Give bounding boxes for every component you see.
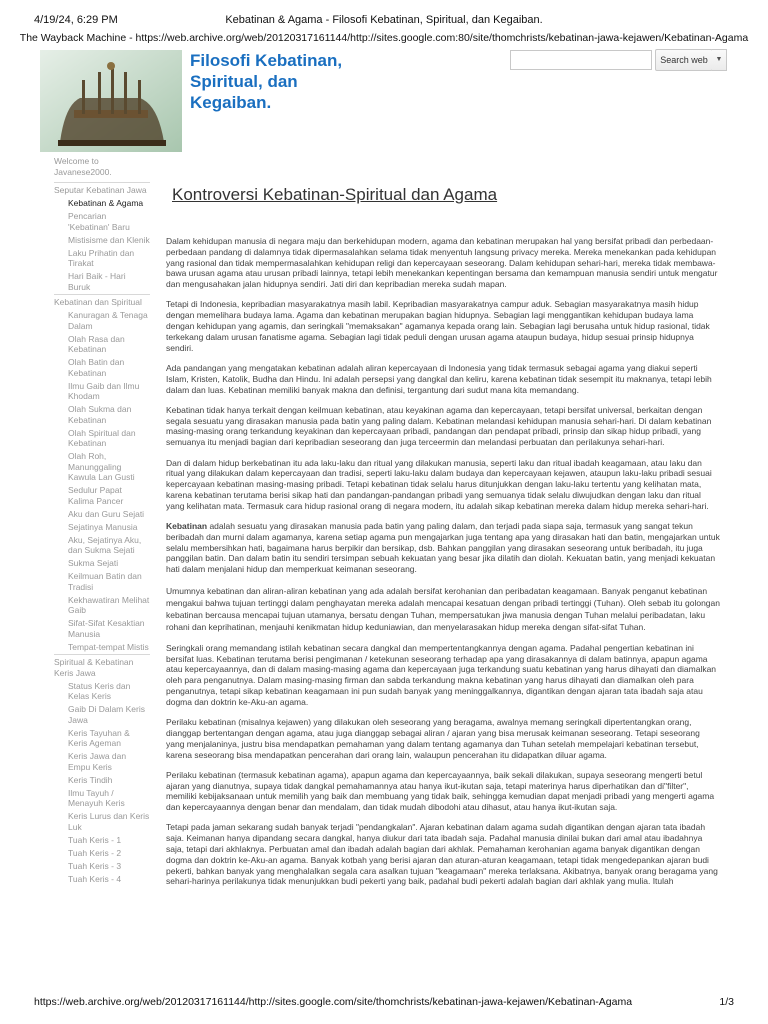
sidebar-welcome-link[interactable]: Welcome to Javanese2000.	[54, 156, 112, 177]
site-logo-image[interactable]	[40, 50, 182, 152]
wayback-url-bar: The Wayback Machine - https://web.archive.org/web/20120317161144/http://sites.google.com:80/site/thomchrists/kebatinan-jawa-kejawen/Kebatinan-Agama	[19, 32, 749, 44]
article-paragraph: Perilaku kebatinan (misalnya kejawen) yang dilakukan oleh seseorang yang beragama, awalnya memang seringkali dipertentangkan orang, dianggap bertentangan dengan agama, atau juga dianggap sebagai aliran / ajaran yang bisa merusak keimanan seseorang. Tetapi seseorang yang menjalaninya, justru bisa mendapatkan pemahaman yang dalam tentang agamanya dan Tuhan setelah mempelajari kebatinan tersebut, karena seseorang bisa mendapatkan pencerahan dari orang lain, walaupun pencerahan itu didapatkan diluar agama.	[166, 717, 700, 760]
bold-term-kebatinan: Kebatinan	[166, 521, 208, 532]
article-paragraph: Seringkali orang memandang istilah kebatinan secara dangkal dan mempertentangkannya dengan agama. Padahal pengertian kebatinan ini bersifat luas. Kebatinan terutama berisi pengimanan / ketekunan seseorang terhadap apa yang dirasakannya di dalam batinnya, apapun agama atau kepercayaannya, dan di dalam masing-masing agama dan kepercayaan juga terkandung suatu kebatinan yang harus dihayati dan diamalkan oleh para penganutnya. Dalam masing-masing firman dan sabda terkandung makna kebatinan yang harus dihayati dan diamalkan oleh para penganutnya, tetapi sikap kebatinan keagamaan ini pun sudah banyak yang meninggalkannya, digantikan dengan ajaran tata ibadah saja atau dogma dan doktrin ke-Aku-an agama.	[166, 642, 717, 707]
print-document-title: Kebatinan & Agama - Filosofi Kebatinan, Spiritual, dan Kegaiban.	[225, 14, 543, 26]
sidebar-item[interactable]: Keilmuan Batin dan Tradisi	[68, 571, 142, 592]
sidebar-item[interactable]: Olah Sukma dan Kebatinan	[68, 404, 132, 425]
site-title-line-3: Kegaiban.	[190, 93, 272, 112]
sidebar-item[interactable]: Keris Tindih	[68, 774, 113, 785]
print-footer	[0, 996, 768, 1010]
sidebar-item[interactable]: Pencarian 'Kebatinan' Baru	[68, 211, 130, 232]
sidebar-item[interactable]: Aku dan Guru Sejati	[68, 508, 145, 519]
sidebar-item[interactable]: Olah Roh, Manunggaling Kawula Lan Gusti	[68, 451, 135, 482]
sidebar-item[interactable]: Tuah Keris - 4	[68, 873, 122, 884]
article-paragraph: Umumnya kebatinan dan aliran-aliran kebatinan yang ada adalah bersifat kerohanian dan peribadatan keagamaan. Banyak penganut kebatinan mengakui bahwa tujuan tertinggi dalam penghayatan mereka adalah mencapai kesatuan dengan pribadi tertinggi (Tuhan). Oleh sebab itu golongan kebatinan bercausa mencapai tujuan utamanya, bersatu dengan Tuhan, mempersatukan jiwa manusia dengan Tuhan melalui peribadatan, laku rohani dan keprihatinan, menjauhi kenikmatan hidup keduniawian, dan menyelarasakan hidup mereka dengan sifat-sifat Tuhan.	[166, 585, 720, 633]
sidebar-item[interactable]: Sedulur Papat Kalima Pancer	[68, 485, 124, 506]
paragraph-text: adalah sesuatu yang dirasakan manusia pada batin yang paling dalam, dan terjadi pada siapa saja, termasuk yang sangat tekun beribadah dan murni dalam agamanya, karena setiap agama pun mengajarkan juga tentang apa yang dirasakan hati dan batin, mengajarkan untuk selalu membersihkan hati, bagaimana harus berpikir dan bersikap, dsb. Bahkan panggilan yang dirasakan seseorang untuk beribadah, itu juga panggilan batin. Dan dalam batin itu sendiri tersimpan sebuah kekuatan yang besar jika dilatih dan diolah. Kekuatan batin, yang menjadi kekuatan hati dalam menjalani hidup dan memperkuat keimanan seseorang.	[166, 521, 720, 575]
sidebar-section-kebatinan-dan-spiritual[interactable]: Kebatinan dan Spiritual	[54, 294, 150, 308]
sidebar-item[interactable]: Gaib Di Dalam Keris Jawa	[68, 704, 145, 725]
sidebar-item[interactable]: Sukma Sejati	[68, 558, 119, 568]
sidebar-item[interactable]: Kanuragan & Tenaga Dalam	[68, 310, 148, 331]
article-paragraph: Perilaku kebatinan (termasuk kebatinan agama), apapun agama dan kepercayaannya, baik sekali dilakukan, supaya seseorang mengerti betul ajaran yang dianutnya, supaya tidak dangkal pemahamannya atau hanya ikut-ikutan saja, tetapi materinya harus diperhatikan dan di"filter", memiliki kebijaksanaan untuk memilih yang baik dan membuang yang tidak baik, sehingga kemudian dapat menjadi pribadi yang mengerti agama dan kepercayaannya dengan benar dan mendalam, dan tidak mudah dibodohi atau dihasut, atau hanya ikut-ikutan saja.	[166, 769, 715, 813]
chevron-down-icon[interactable]: ▼	[712, 49, 727, 71]
search-web-button[interactable]: Search web	[655, 49, 713, 71]
keris-display-illustration	[40, 50, 182, 152]
article-paragraph	[166, 521, 720, 575]
sidebar-navigation	[54, 156, 150, 884]
sidebar-item[interactable]: Ilmu Tayuh / Menayuh Keris	[68, 787, 125, 808]
sidebar-item[interactable]: Keris Tayuhan & Keris Ageman	[68, 727, 130, 748]
sidebar-item[interactable]: Sejatinya Manusia	[68, 521, 138, 532]
article-paragraph: Dalam kehidupan manusia di negara maju dan berkehidupan modern, agama dan kebatinan merupakan hal yang bersifat pribadi dan perbedaan-perbedaan pandang di dalamnya tidak dipermasalahkan selama tidak menyentuh langsung privacy mereka. Mereka menekankan pada kehidupan yang rasional dan tidak mempermasalahkan kehidupan religi dan kepercayaan seseorang. Dalam kehidupan sehari-hari, mereka tidak membawa-bawa urusan agama atau urusan pribadi lainnya, tetapi lebih menekankan kepentingan bersama dan kemampuan manusia sendiri untuk mengatur dan mengusahakan jalan hidupnya sendiri. Jati diri dan kepribadian mereka sudah mapan.	[166, 236, 718, 290]
sidebar-item[interactable]: Aku, Sejatinya Aku, dan Sukma Sejati	[68, 534, 142, 555]
article-paragraph: Tetapi di Indonesia, kepribadian masyarakatnya masih labil. Kepribadian masyarakatnya campur aduk. Sebagian masyarakatnya masih hidup dengan memelihara budaya lama. Agama dan kebatinan merupakan bagian hidupnya. Sebagian lagi menggantikan kehidupan budaya lama dengan kehidupan yang agamis, dan seringkali "memaksakan" agamanya kepada orang lain. Sebagian lagi berusaha untuk hidup rasional, tidak terkekang dalam urusan fanatisme agama. Sebagian lagi tidak peduli dengan urusan agama ataupun budaya, hidup sesuai prinsip hidupnya sendiri.	[166, 299, 710, 353]
print-footer-url: https://web.archive.org/web/20120317161144/http://sites.google.com/site/thomchrists/kebatinan-jawa-kejawen/Kebatinan-Agama	[34, 996, 633, 1008]
article-body	[166, 236, 720, 897]
site-title-line-2: Spiritual, dan	[190, 72, 298, 91]
sidebar-item[interactable]: Mistisisme dan Klenik	[68, 234, 150, 245]
sidebar-item[interactable]: Laku Prihatin dan Tirakat	[68, 247, 135, 268]
page-title: Kontroversi Kebatinan-Spiritual dan Agama	[172, 185, 498, 204]
search-input[interactable]	[510, 50, 652, 70]
sidebar-item[interactable]: Olah Batin dan Kebatinan	[68, 357, 125, 378]
sidebar-item[interactable]: Tuah Keris - 1	[68, 834, 122, 845]
article-paragraph: Ada pandangan yang mengatakan kebatinan adalah aliran kepercayaan di Indonesia yang tidak termasuk sebagai agama yang diakui seperti Islam, Kristen, Katolik, Budha dan Hindu. Ini adalah persepsi yang dangkal dan keliru, karena kebatinan tidak sesempit itu maknanya, tetapi lebih dalam dan luas. Kebatinan memiliki banyak makna dan definisi, tergantung dari sudut mana kita memandang.	[166, 362, 712, 395]
sidebar-item[interactable]: Ilmu Gaib dan Ilmu Khodam	[68, 380, 140, 401]
sidebar-item[interactable]: Keris Lurus dan Keris Luk	[68, 811, 150, 832]
sidebar-item[interactable]: Tempat-tempat Mistis	[68, 641, 149, 652]
sidebar-item[interactable]: Status Keris dan Kelas Keris	[68, 680, 131, 701]
sidebar-item[interactable]: Olah Spiritual dan Kebatinan	[68, 427, 136, 448]
site-title[interactable]	[190, 50, 390, 113]
sidebar-item[interactable]: Olah Rasa dan Kebatinan	[68, 333, 125, 354]
sidebar-item[interactable]: Kekhawatiran Melihat Gaib	[68, 594, 150, 615]
article-paragraph: Dan di dalam hidup berkebatinan itu ada laku-laku dan ritual yang dilakukan manusia, seperti laku dan ritual ibadah keagamaan, atau laku dan ritual yang dilakukan dalam kepercayaan dan tradisi, seperti laku-laku dalam budaya dan kepercayaan kejawen, ataupun laku-laku pribadi sesuai kepercayaan kebatinan masing-masing pribadi. Tetapi kebatinan tidak selalu harus ditunjukkan dengan laku-laku tertentu yang kelihatan mata, karena kebatinan terutama berisi sikap hati dan pandangan-pandangan pribadi yang semuanya tidak selalu diwujudkan dengan laku dan ritual yang kelihatan mata. Termasuk cara hidup rasional orang di negara modern, itu adalah sikap kebatinan mereka dalam hidup mereka sehari-hari.	[166, 457, 712, 511]
print-header	[0, 14, 768, 28]
sidebar-item[interactable]: Keris Jawa dan Empu Keris	[68, 751, 127, 772]
sidebar-item-kebatinan-agama[interactable]: Kebatinan & Agama	[68, 198, 144, 208]
print-datetime: 4/19/24, 6:29 PM	[34, 14, 118, 26]
site-title-line-1: Filosofi Kebatinan,	[190, 51, 343, 70]
sidebar-section-seputar-kebatinan-jawa[interactable]: Seputar Kebatinan Jawa	[54, 182, 150, 196]
sidebar-item[interactable]: Tuah Keris - 3	[68, 860, 122, 871]
article-paragraph: Tetapi pada jaman sekarang sudah banyak terjadi "pendangkalan". Ajaran kebatinan dalam agama sudah digantikan dengan ajaran tata ibadah saja. Keimanan hanya dipandang secara dangkal, hanya diukur dari tata ibadah saja. Padahal manusia dinilai bukan dari amal atau ibadahnya saja, tetapi dari akhlaknya. Perbuatan amal dan ibadah adalah bagian dari akhlak. Pemahaman kerohanian agama banyak digantikan dengan dogma dan doktrin ke-Aku-an agama. Banyak kotbah yang berisi ajaran dan aturan-aturan keagamaan, tetapi tidak mengedepankan ajaran budi pekerti, bahkan banyak yang menghalalkan segala cara asalkan tujuan "keagamaan" mereka terlaksana. Akibatnya, banyak orang beragama yang sehari-harinya perilakunya tidak menunjukkan budi pekerti yang baik, padahal budi pekerti adalah bagian dari akhlak yang mulia. Itulah	[166, 822, 718, 887]
sidebar-item[interactable]: Hari Baik - Hari Buruk	[68, 271, 126, 292]
sidebar-item[interactable]: Sifat-Sifat Kesaktian Manusia	[68, 618, 145, 639]
sidebar-section-spiritual-kebatinan-keris-jawa[interactable]: Spiritual & Kebatinan Keris Jawa	[54, 654, 150, 678]
article-paragraph: Kebatinan tidak hanya terkait dengan keilmuan kebatinan, atau keyakinan agama dan kepercayaan, tetapi bersifat universal, berkaitan dengan segala sesuatu yang dirasakan manusia pada batin yang paling dalam. Kebatinan melandasi kehidupan manusia sehari-hari. Di dalam kebatinan masing-masing orang terkandung keyakinan dan kepercayaan pribadi, pandangan dan pendapat pribadi, prinsip dan sikap hidup pribadi, yang semuanya itu menjadi bagian dari kepribadian seseorang dan juga terceermin dan melandasi perbuatan dan perilakunya sehari-hari.	[166, 404, 712, 448]
print-page-number: 1/3	[719, 996, 734, 1008]
sidebar-item[interactable]: Tuah Keris - 2	[68, 847, 122, 858]
